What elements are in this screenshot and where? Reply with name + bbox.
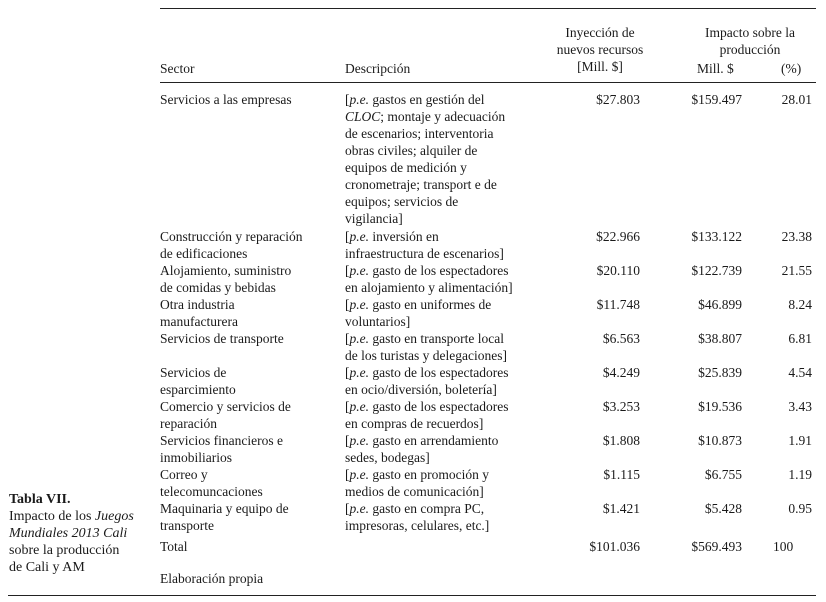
header-impacto: Impacto sobre la producción [705,25,795,57]
description-line: [p.e. gasto de los espectadores [345,365,509,380]
description-line: en alojamiento y alimentación] [345,280,513,295]
caption-line-2: Mundiales 2013 Cali [9,526,128,541]
description-cell [345,500,545,534]
header-inyeccion: Inyección de nuevos recursos [Mill. $] [556,25,644,74]
inyeccion-cell: $22.966 [596,229,640,244]
sector-line: transporte [160,518,214,533]
description-line: [p.e. gasto en uniformes de [345,297,492,312]
sector-line: Servicios financieros e [160,433,283,448]
description-cell [345,296,545,330]
sector-line: inmobiliarios [160,450,232,465]
sector-cell [160,296,340,330]
top-rule [160,8,816,9]
impacto-pct-cell: 28.01 [781,92,812,107]
impacto-mill-cell: $38.807 [698,331,742,346]
description-cell [345,398,545,432]
sector-line: Servicios a las empresas [160,92,292,107]
description-line: voluntarios] [345,314,411,329]
inyeccion-cell: $1.808 [602,433,640,448]
total-mill: $569.493 [691,539,742,554]
description-line: [p.e. gasto en compra PC, [345,501,485,516]
inyeccion-cell: $1.421 [602,501,640,516]
description-cell [345,91,545,227]
impacto-pct-cell: 23.38 [781,229,812,244]
total-label: Total [160,539,188,554]
description-line: infraestructura de escenarios] [345,246,504,261]
description-line: [p.e. gasto de los espectadores [345,399,509,414]
description-cell [345,228,545,262]
description-cell [345,432,545,466]
impacto-mill-cell: $6.755 [704,467,742,482]
description-line: sedes, bodegas] [345,450,430,465]
description-line: [p.e. gasto en arrendamiento [345,433,499,448]
description-line: [p.e. gasto en promoción y [345,467,489,482]
description-line: [p.e. gasto en transporte local [345,331,504,346]
sector-line: de comidas y bebidas [160,280,276,295]
sector-cell [160,91,340,108]
description-cell [345,364,545,398]
caption-line-4: de Cali y AM [9,560,85,575]
impacto-pct-cell: 0.95 [788,501,812,516]
impacto-pct-cell: 4.54 [788,365,812,380]
inyeccion-cell: $3.253 [602,399,640,414]
header-pct: (%) [781,61,802,76]
impacto-mill-cell: $5.428 [704,501,742,516]
sector-line: Comercio y servicios de [160,399,291,414]
sector-cell [160,398,340,432]
inyeccion-cell: $20.110 [596,263,640,278]
sector-cell [160,228,340,262]
sector-cell [160,466,340,500]
bottom-rule [8,595,816,596]
sector-line: esparcimiento [160,382,236,397]
inyeccion-cell: $6.563 [602,331,640,346]
impacto-mill-cell: $46.899 [698,297,742,312]
inyeccion-cell: $27.803 [596,92,640,107]
impacto-pct-cell: 1.91 [788,433,812,448]
description-line: de los turistas y delegaciones] [345,348,507,363]
source-note: Elaboración propia [160,571,264,586]
sector-cell [160,500,340,534]
sector-line: de edificaciones [160,246,248,261]
sector-line: Construcción y reparación [160,229,303,244]
sector-line: Servicios de transporte [160,331,284,346]
impacto-mill-cell: $122.739 [691,263,742,278]
description-line: cronometraje; transport e de [345,177,497,192]
total-inyeccion: $101.036 [589,539,640,554]
sector-line: Alojamiento, suministro [160,263,292,278]
description-line: vigilancia] [345,211,403,226]
description-line: equipos de medición y [345,160,467,175]
description-cell [345,262,545,296]
impacto-pct-cell: 8.24 [788,297,812,312]
description-line: en ocio/diversión, boletería] [345,382,497,397]
inyeccion-cell: $4.249 [602,365,640,380]
header-rule [160,82,816,83]
description-cell [345,466,545,500]
sector-cell [160,330,340,347]
impacto-mill-cell: $19.536 [698,399,742,414]
impacto-pct-cell: 1.19 [788,467,812,482]
description-line: obras civiles; alquiler de [345,143,478,158]
description-line: [p.e. gastos en gestión del [345,92,485,107]
description-line: equipos; servicios de [345,194,459,209]
sector-cell [160,364,340,398]
total-pct: 100 [773,539,794,554]
description-line: CLOC; montaje y adecuación [345,109,506,124]
description-line: de escenarios; interventoria [345,126,494,141]
impacto-mill-cell: $10.873 [698,433,742,448]
sector-cell [160,432,340,466]
description-line: en compras de recuerdos] [345,416,484,431]
impacto-mill-cell: $159.497 [691,92,742,107]
inyeccion-cell: $11.748 [596,297,640,312]
sector-line: Maquinaria y equipo de [160,501,289,516]
description-line: impresoras, celulares, etc.] [345,518,490,533]
impacto-pct-cell: 3.43 [788,399,812,414]
sector-line: Otra industria [160,297,235,312]
inyeccion-cell: $1.115 [603,467,640,482]
sector-line: manufacturera [160,314,238,329]
impacto-pct-cell: 21.55 [781,263,812,278]
impacto-pct-cell: 6.81 [788,331,812,346]
impacto-mill-cell: $133.122 [691,229,742,244]
header-descripcion: Descripción [345,61,411,76]
sector-line: Correo y [160,467,208,482]
header-sector: Sector [160,61,195,76]
caption-title: Tabla VII. [9,492,71,507]
sector-cell [160,262,340,296]
impacto-mill-cell: $25.839 [698,365,742,380]
header-mill: Mill. $ [697,61,734,76]
sector-line: reparación [160,416,217,431]
table-caption [9,491,159,576]
description-line: [p.e. inversión en [345,229,439,244]
caption-line-3: sobre la producción [9,543,120,558]
sector-line: telecomuncaciones [160,484,263,499]
description-line: [p.e. gasto de los espectadores [345,263,509,278]
description-line: medios de comunicación] [345,484,484,499]
caption-line-1: Impacto de los Juegos [9,509,134,524]
sector-line: Servicios de [160,365,227,380]
description-cell [345,330,545,364]
